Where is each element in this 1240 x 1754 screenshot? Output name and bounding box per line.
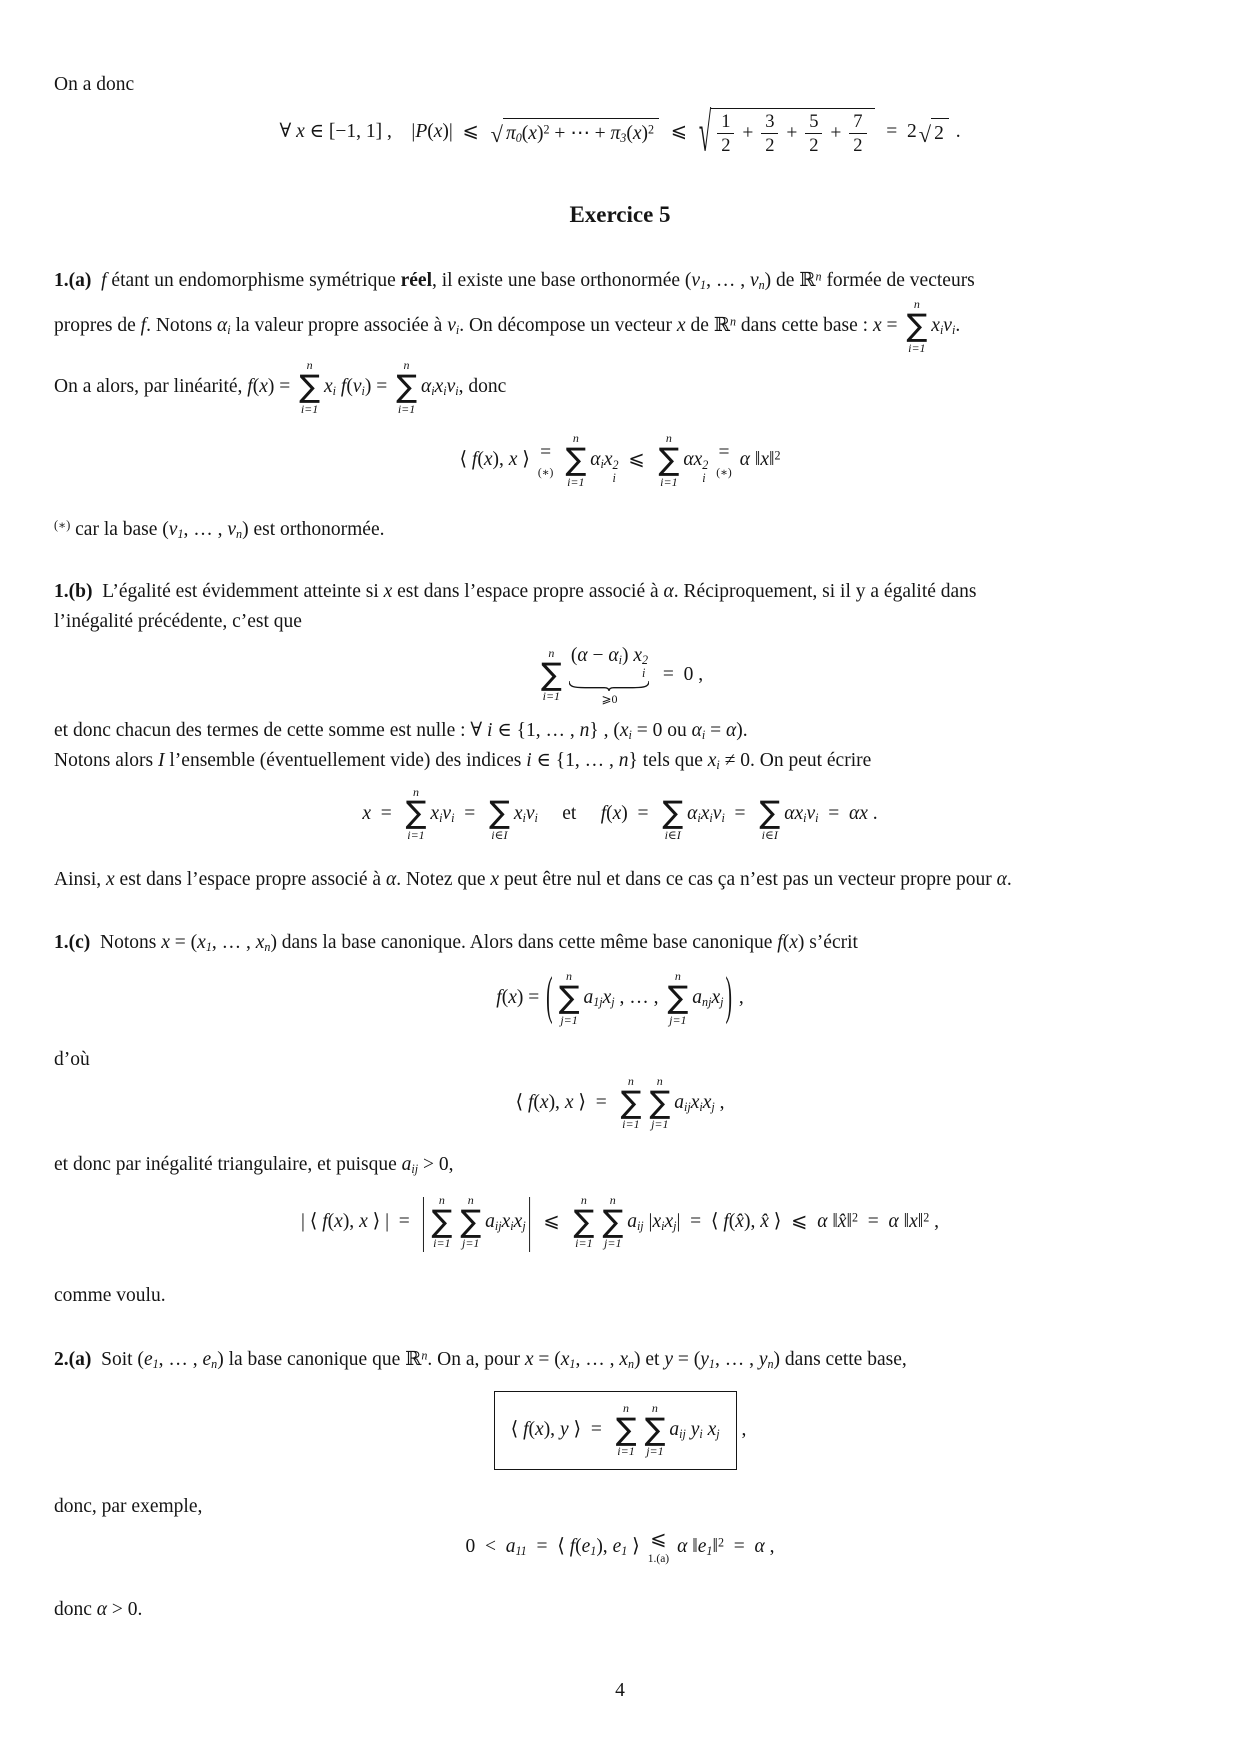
paragraph-terms-line-2: Notons alors I l’ensemble (éventuellement vide) des indices i ∈ {1, … , n} tels que $x_i \ne 0$. On peut écrire [54, 749, 872, 772]
eq-sum-zero: n ∑ i=1 $(\alpha - \alpha_i)$ x 2 i ⩾0 = 0 , [540, 644, 704, 706]
paragraph-donc-exemple: donc, par exemple, [54, 1495, 203, 1517]
eq-inner-product-bound: ⟨ f(x), x ⟩ = (∗) n ∑ i=1 $\alpha_ix$ 2 i ⩽ n ∑ i=1 αx 2 i = (∗) α ‖x‖$^2$ [459, 431, 781, 489]
eq-x-decomposition: x = n ∑ i=1 $x_iv_i$ = ∑ i∈I $x_iv_i$ et f(x) = ∑ i∈I $\alpha_ix_iv_i$ = ∑ i∈I $\alpha x_iv_i = \alpha x$ . [362, 784, 878, 842]
paragraph-comme-voulu: comme voulu. [54, 1285, 166, 1307]
paragraph-1c: 1.(c) Notons $x = (x_1$, … , $x_n$) dans la base canonique. Alors dans cette même base canonique f(x) s’écrit [54, 932, 858, 955]
eq-fx-coordinates: f(x) = ( n ∑ j=1 $a_{1j}x_j$ , … , n ∑ j=1 $a_{nj}x_j$ ) , [496, 969, 744, 1027]
paragraph-1b [54, 579, 1186, 634]
paragraph-1b-line-2: l’inégalité précédente, c’est que [54, 611, 302, 633]
page-number: 4 [615, 1680, 625, 1701]
paragraph-ainsi: Ainsi, x est dans l’espace propre associé à α. Notez que x peut être nul et dans ce cas ça n’est pas un vecteur propre pour α. [54, 868, 1012, 890]
paragraph-1a [54, 268, 1186, 416]
paragraph-alpha-positive: donc α > 0. [54, 1599, 143, 1621]
paragraph-triangle: et donc par inégalité triangulaire, et puisque $a_{ij} > 0$, [54, 1154, 454, 1177]
paragraph-1a-line-3: On a alors, par linéarité, f(x) = n ∑ i=1 $x_i$ $f(v_i)$ = n ∑ i=1 $\alpha_ix_iv_i$, donc [54, 358, 507, 416]
eq-boxed-bilinear: ⟨ f(x), y ⟩ = n ∑ i=1 n ∑ j=1 $a_{ij}$ $y_i$ $x_j$ , [54, 1391, 1186, 1470]
eq-pbound: ∀ x ∈ [−1, 1] , |P(x)| ⩽ √ $\pi_0(x)^2$ + ⋯ + $\pi_3(x)^2$ ⩽ √ $\frac{1}{2}$ + $\frac{3}{2}$ + $\frac{5}{2}$ + $\frac{7}{2}$ = 2 √ 2 . [279, 101, 961, 163]
eq-abs-bound: | ⟨ f(x), x ⟩ | = | n ∑ i=1 n ∑ j=1 $a_{ij}x_ix_j$ | ⩽ n ∑ i=1 n ∑ j=1 $a_{ij}$ $|x_ix_j|$ = ⟨ f(x̂), x̂ ⟩ ⩽ α ‖x̂‖$^2$ = α ‖x‖$^2$ , [300, 1189, 940, 1255]
eq-inner-double-sum: ⟨ f(x), x ⟩ = n ∑ i=1 n ∑ j=1 $a_{ij}x_ix_j$ , [515, 1074, 725, 1132]
paragraph-1b-line-1: 1.(b) L’égalité est évidemment atteinte si x est dans l’espace propre associé à α. Réciproquement, si il y a égalité dans [54, 581, 977, 603]
exercise-heading: Exercice 5 [569, 202, 671, 228]
paragraph-1a-line-1: 1.(a) f étant un endomorphisme symétrique réel, il existe une base orthonormée ($v_1$, … , $v_n$) de ℝ$^n$ formée de vecteurs [54, 269, 975, 293]
paragraph-2a: 2.(a) Soit ($e_1$, … , $e_n$) la base canonique que ℝ$^n$. On a, pour $x = (x_1$, … , $x_n$) et $y = (y_1$, … , $y_n$) dans cette base, [54, 1348, 907, 1371]
footnote-orthonormee: (∗) car la base ($v_1$, … , $v_n$) est orthonormée. [54, 518, 385, 542]
paragraph-terms-line-1: et donc chacun des termes de cette somme est nulle : ∀ i ∈ {1, … , n} , ($x_i = 0$ ou $\alpha_i = \alpha$). [54, 719, 748, 742]
paragraph-dou: d’où [54, 1049, 90, 1071]
eq-a11-positive: $0 < a_{11}$ = ⟨ $f(e_1)$, $e_1$ ⟩ ⩽ 1.(a) α $‖e_1‖^2 = \alpha$ , [465, 1528, 775, 1566]
paragraph-terms [54, 718, 1186, 774]
paragraph-1a-line-2: propres de f. Notons $\alpha_i$ la valeur propre associée à $v_i$. On décompose un vecteur x de ℝ$^n$ dans cette base : x = n ∑ i=1 $x_iv_i$. [54, 297, 961, 355]
lead-text: On a donc [54, 74, 135, 95]
